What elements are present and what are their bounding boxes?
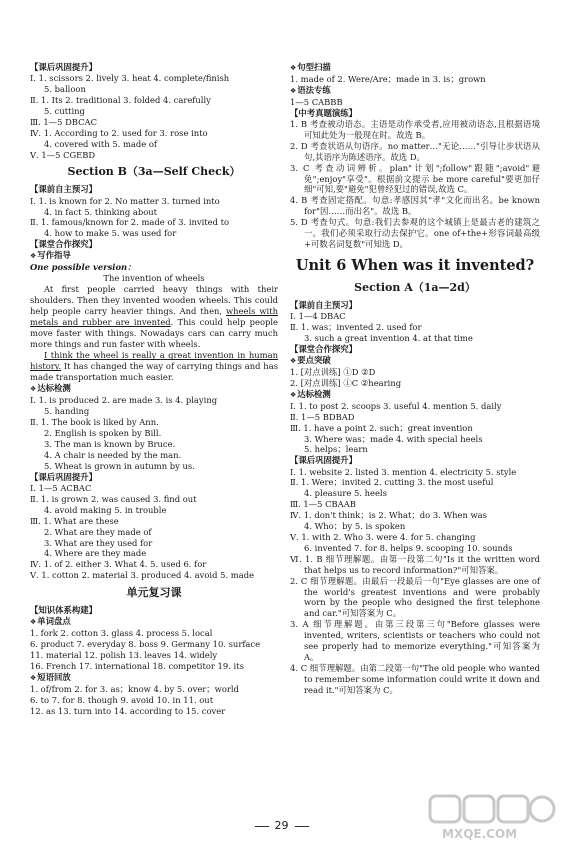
essay-paragraph-1 <box>30 284 278 350</box>
page-number-text: 29 <box>274 819 289 832</box>
section-heading: 【课堂合作探究】 <box>290 343 357 354</box>
essay-paragraph-2 <box>30 350 278 383</box>
answer-line: 3. such a great invention 4. at that time <box>304 332 473 343</box>
answer-line: 3. Where was；made 4. with special heels <box>304 433 483 444</box>
answer-line: 1. fork 2. cotton 3. glass 4. process 5. local <box>30 628 213 639</box>
answer-line: 1. of/from 2. for 3. as；know 4. by 5. over；world <box>30 684 239 695</box>
answer-line: 1. made of 2. Were/Are；made in 3. is；grown <box>290 74 486 84</box>
answer-line: Ⅰ. 1. is known for 2. No matter 3. turned into <box>30 195 220 206</box>
answer-line: 3. What are they used for <box>44 537 153 548</box>
answer-line: Ⅲ. 1. have a point 2. such；great invention <box>290 422 473 433</box>
answer-line: Ⅱ. 1. Were；invited 2. cutting 3. the most useful <box>290 477 494 488</box>
answer-line: Ⅲ. 1—5 DBCAC <box>30 116 97 127</box>
watermark-logo <box>428 792 558 842</box>
answer-line: Ⅱ. 1. famous/known for 2. made of 3. invited to <box>30 217 230 228</box>
answer-line: 5. balloon <box>44 84 86 95</box>
section-heading: 【课后巩固提升】 <box>30 62 97 72</box>
subsection-heading: ❖ 句型扫描 <box>290 62 540 74</box>
unit-title: Unit 6 When was it invented? <box>295 256 535 274</box>
essay-title: The invention of wheels <box>103 273 205 284</box>
essay-label: One possible version： <box>30 262 136 273</box>
answer-line: Ⅴ. 1. with 2. Who 3. were 4. for 5. changing <box>290 532 476 542</box>
explanation-item: 5. D 考查句式。句意:我们去参观的这个城镇上是最古老的建筑之一。我们必须采取行动去保护它。one of+the+形容词最高级+可数名词复数"可知选 D。 <box>290 217 540 249</box>
answer-line: 2. What are they made of <box>44 526 152 537</box>
answer-line: Ⅱ. 1. is grown 2. was caused 3. find out <box>30 493 197 504</box>
section-heading: 【知识体系构建】 <box>30 605 97 616</box>
answer-line: 1—5 CABBB <box>290 96 343 107</box>
answer-line: 6. invented 7. for 8. helps 9. scooping 10. sounds <box>304 542 513 553</box>
answer-line: Ⅰ. 1—5 ACBAC <box>30 483 92 494</box>
section-heading: 【课堂合作探究】 <box>30 239 97 250</box>
answer-line: Ⅰ. 1. to post 2. scoops 3. useful 4. mention 5. daily <box>290 400 502 411</box>
explanation-item: 3. C 考查动词辨析。plan"计划";follow"跟随";avoid"避免";enjoy"享受"。根据前文提示 be more careful"要更加仔细"可知,要"避免"犯曾经犯过的错误,故选 C。 <box>290 162 540 195</box>
section-heading: 【中考真题演练】 <box>290 107 357 118</box>
section-heading: 【课前自主预习】 <box>290 299 357 310</box>
essay-segment: At first people carried heavy things with their shoulders. Then they invented wooden wheels. This could help people carry heavier things. And then, <box>30 284 278 317</box>
answer-line: 6. product 7. everyday 8. boss 9. Germany 10. surface <box>30 639 261 650</box>
answer-line: 5. handing <box>44 406 90 417</box>
answer-line: 11. material 12. polish 13. leaves 14. widely <box>30 650 218 661</box>
explanation-item: 4. C 细节理解题。由第二段第一句"The old people who wanted to remember some information could write it down and read it."可知答案为 C。 <box>290 662 540 695</box>
essay-segment: I think the wheel is really a great invention in human history. <box>30 350 278 372</box>
answer-line: 4. how to make 5. was used for <box>44 228 177 239</box>
answer-line: Ⅰ. 1. is produced 2. are made 3. is 4. playing <box>30 395 218 406</box>
answer-line: 4. avoid making 5. in trouble <box>44 504 167 515</box>
subsection-heading: ❖ 短语回放 <box>30 672 278 684</box>
subsection-heading: ❖ 达标检测 <box>290 389 540 401</box>
essay-segment: . This could help people move faster with things. Nowadays cars can carry much more things and run faster with wheels. <box>30 317 278 350</box>
subsection-heading: ❖ 语法专练 <box>290 85 540 97</box>
answer-line: Ⅳ. 1. don't think；is 2. What；do 3. When was <box>290 510 487 521</box>
section-heading: 【课前自主预习】 <box>30 184 97 195</box>
answer-line: Ⅱ. 1. The book is liked by Ann. <box>30 417 159 428</box>
answer-line: 4. Who；by 5. is spoken <box>304 521 406 532</box>
answer-line: Ⅰ. 1. scissors 2. lively 3. heat 4. complete/finish <box>30 73 230 84</box>
answer-line: 3. The man is known by Bruce. <box>44 439 176 450</box>
answer-line: 16. French 17. international 18. competitor 19. its <box>30 661 244 672</box>
answer-line: 4. in fact 5. thinking about <box>44 206 158 217</box>
answer-line: Ⅲ. 1. What are these <box>30 515 119 526</box>
answer-line: Ⅱ. 1—5 BDBAD <box>290 411 355 422</box>
answer-line: 4. A chair is needed by the man. <box>44 450 182 461</box>
answer-line: 5. cutting <box>44 105 85 116</box>
explanation-item: 4. B 考查固定搭配。句意:孝感因其"孝"文化而出名。be known for"因……而出名"。故选 B。 <box>290 195 540 217</box>
section-title: 单元复习课 <box>126 586 182 600</box>
answer-line: 2. English is spoken by Bill. <box>44 428 162 439</box>
left-column <box>30 62 278 717</box>
explanation-item: 2. C 细节理解题。由最后一段最后一句"Eye glasses are one of the world's greatest inventions and were probably worn by the people who designed the first telephone and car."可知答案为 C。 <box>290 575 540 619</box>
answer-line: Ⅳ. 1. According to 2. used for 3. rose into <box>30 127 208 138</box>
section-heading: 【课后巩固提升】 <box>290 455 357 466</box>
answer-line: Ⅴ. 1—5 CGEBD <box>30 149 96 160</box>
answer-line: Ⅲ. 1—5 CBAAB <box>290 499 356 510</box>
answer-line: 4. Where are they made <box>44 548 147 559</box>
subsection-heading: ❖ 单词盘点 <box>30 616 278 628</box>
subsection-heading: ❖ 要点突破 <box>290 355 540 367</box>
answer-line: Ⅳ. 1. of 2. either 3. What 4. 5. used 6. for <box>30 559 207 570</box>
explanation-item: 3. A 细节理解题。由第三段第三句"Before glasses were invented, writers, scientists or teachers who could not see properly had to memorize everything."可知答案为 A。 <box>290 619 540 662</box>
answer-line: 5. Wheat is grown in autumn by us. <box>44 460 195 471</box>
answer-line: 5. helps；learn <box>304 444 368 455</box>
answer-line: Ⅰ. 1—4 DBAC <box>290 311 346 322</box>
answer-line: 4. covered with 5. made of <box>44 138 158 149</box>
subsection-heading: ❖ 写作指导 <box>30 250 278 262</box>
svg-text:MXQE.COM: MXQE.COM <box>442 827 518 841</box>
answer-line: Ⅱ. 1. Its 2. traditional 3. folded 4. carefully <box>30 95 211 106</box>
explanation-item: 2. D 考查状语从句语序。no matter…"无论……"引导让步状语从句,其语序为陈述语序。故选 D。 <box>290 140 540 162</box>
essay-segment: It has changed the way of carrying things and has made transportation much easier. <box>30 361 278 383</box>
answer-line: Ⅴ. 1. cotton 2. material 3. produced 4. avoid 5. made <box>30 570 255 581</box>
essay-segment: wheels with metals and rubber are invented <box>30 306 278 328</box>
answer-line: 12. as 13. turn into 14. according to 15. cover <box>30 705 226 716</box>
subsection-heading: ❖ 达标检测 <box>30 383 278 395</box>
explanation-item: Ⅵ. 1. B 细节理解题。由第一段第二句"Is it the written word that helps us to record information?"可知答案。 <box>290 553 540 575</box>
answer-line: 2. [对点训练] ①C ②hearing <box>290 377 402 388</box>
section-title: Section B（3a—Self Check） <box>67 165 241 179</box>
answer-line: 1. [对点训练] ①D ②D <box>290 367 376 378</box>
answer-line: Ⅰ. 1. website 2. listed 3. mention 4. electricity 5. style <box>290 466 517 477</box>
section-heading: 【课后巩固提升】 <box>30 471 97 482</box>
explanation-item: 1. B 考查被动语态。主语是动作承受者,应用被动语态,且根据语境可知此处为一般现在时。故选 B。 <box>290 119 540 140</box>
section-title: Section A（1a—2d） <box>354 280 476 294</box>
answer-line: 6. to 7. for 8. though 9. avoid 10. in 11. out <box>30 694 214 705</box>
answer-line: Ⅱ. 1. was；invented 2. used for <box>290 322 422 332</box>
right-column <box>290 62 540 696</box>
answer-line: 4. pleasure 5. heels <box>304 488 387 499</box>
